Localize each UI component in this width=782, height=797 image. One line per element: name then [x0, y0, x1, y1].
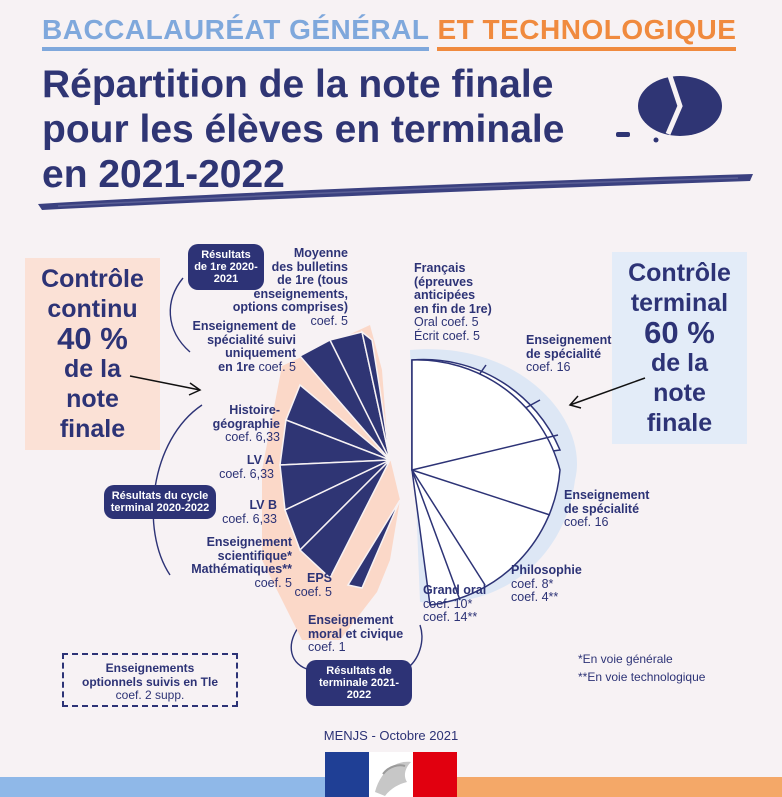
- options-l1: Enseignements: [105, 661, 195, 675]
- eps-coef: coef. 5: [294, 584, 332, 599]
- grandoral-l1: Grand oral: [423, 583, 487, 597]
- moyenne-l5: options comprises): [232, 300, 348, 314]
- pill-terminale-text: Résultats de terminale 2021-2022: [318, 665, 400, 701]
- sci-l1: Enseignement: [206, 535, 292, 549]
- pill-resultats-terminale: [306, 660, 412, 706]
- continu-line1: Contrôle: [41, 265, 144, 293]
- emc-coef: coef. 1: [308, 640, 346, 654]
- header-part2: ET TECHNOLOGIQUE: [437, 14, 736, 51]
- continu-line5: note: [66, 385, 119, 413]
- emc-l1: Enseignement: [308, 613, 394, 627]
- terminal-line6: finale: [646, 409, 713, 437]
- continu-line2: continu: [47, 295, 138, 323]
- francais-l3: anticipées: [414, 288, 476, 302]
- terminal-line2: terminal: [630, 289, 729, 317]
- footnotes: [578, 650, 705, 686]
- marianne-logo-icon: [325, 752, 457, 797]
- title-line2: pour les élèves en terminale: [42, 108, 565, 151]
- philo-l1: Philosophie: [511, 563, 582, 577]
- moyenne-l4: enseignements,: [253, 286, 348, 301]
- grandoral-coef2: coef. 14**: [423, 610, 478, 624]
- label-francais: [414, 262, 514, 343]
- pill-cycle-text: Résultats du cycle terminal 2020-2022: [110, 490, 210, 514]
- lva-l1: LV A: [246, 453, 274, 467]
- label-moyenne: [220, 247, 348, 328]
- title-line1: Répartition de la note finale: [42, 63, 554, 106]
- rspec2-l2: de spécialité: [564, 501, 640, 516]
- moyenne-coef: coef. 5: [310, 313, 348, 328]
- spec1-coef: coef. 5: [258, 359, 296, 374]
- grandoral-coef1: coef. 10*: [423, 596, 473, 611]
- footnote-general: *En voie générale: [578, 652, 673, 666]
- spec1-l3: uniquement: [225, 346, 296, 360]
- label-lva: [190, 454, 274, 481]
- histoire-l2: géographie: [212, 416, 280, 431]
- rspec2-coef: coef. 16: [564, 515, 609, 529]
- terminal-line5: note: [653, 379, 706, 407]
- pill-premiere-text: Résultats de 1re 2020-2021: [194, 249, 258, 285]
- options-l2: optionnels suivis en Tle: [81, 674, 219, 689]
- francais-ecrit: Écrit coef. 5: [414, 328, 480, 343]
- title-line3: en 2021-2022: [42, 153, 285, 196]
- terminal-percent: 60 %: [644, 315, 715, 350]
- histoire-coef: coef. 6,33: [225, 430, 280, 444]
- footer-blue-band: [0, 777, 325, 797]
- header-part1: BACCALAURÉAT GÉNÉRAL: [42, 14, 429, 51]
- moyenne-l3: de 1re (tous: [277, 273, 348, 287]
- eps-l1: EPS: [306, 571, 332, 585]
- spec1-l1: Enseignement de: [192, 319, 296, 333]
- continu-line4: de la: [64, 355, 121, 383]
- label-philosophie: [511, 564, 601, 605]
- sci-l2: scientifique*: [217, 548, 292, 563]
- label-lvb: [190, 499, 277, 526]
- francais-l4: en fin de 1re): [414, 301, 492, 316]
- rspec1-coef: coef. 16: [526, 360, 571, 374]
- spec1-l4: en 1re: [218, 359, 255, 374]
- lvb-l1: LV B: [249, 498, 277, 512]
- sci-l3: Mathématiques**: [191, 562, 292, 576]
- label-specialite-right1: [526, 334, 626, 375]
- rspec1-l1: Enseignement: [526, 333, 612, 347]
- spec1-l2: spécialité suivi: [207, 332, 296, 347]
- terminal-line1: Contrôle: [628, 259, 731, 287]
- sci-coef: coef. 5: [254, 575, 292, 590]
- rspec2-l1: Enseignement: [564, 488, 650, 502]
- arrow-left: [130, 376, 200, 390]
- arrow-right: [570, 378, 645, 405]
- francais-l1: Français: [414, 261, 466, 275]
- lva-coef: coef. 6,33: [219, 466, 274, 481]
- label-histoire: [190, 404, 280, 445]
- label-grand-oral: [423, 584, 503, 625]
- philo-coef2: coef. 4**: [511, 590, 559, 604]
- moyenne-l2: des bulletins: [271, 259, 348, 274]
- rspec1-l2: de spécialité: [526, 346, 602, 361]
- label-specialite-right2: [564, 489, 664, 530]
- footer-orange-band: [457, 777, 782, 797]
- moyenne-l1: Moyenne: [293, 246, 348, 260]
- lvb-coef: coef. 6,33: [222, 511, 277, 526]
- label-specialite-premiere: [176, 320, 296, 374]
- continu-line6: finale: [59, 415, 126, 443]
- optional-courses-box: [62, 653, 238, 707]
- label-emc: [308, 614, 428, 655]
- emc-l2: moral et civique: [308, 626, 404, 641]
- continu-percent: 40 %: [57, 321, 128, 356]
- francais-oral: Oral coef. 5: [414, 315, 479, 329]
- footnote-techno: **En voie technologique: [578, 670, 706, 684]
- options-coef: coef. 2 supp.: [115, 688, 185, 702]
- histoire-l1: Histoire-: [229, 403, 280, 417]
- philo-coef1: coef. 8*: [511, 576, 554, 591]
- francais-l2: (épreuves: [414, 274, 474, 289]
- label-eps: [270, 572, 332, 599]
- credit-text: MENJS - Octobre 2021: [323, 728, 459, 743]
- terminal-line4: de la: [651, 349, 708, 377]
